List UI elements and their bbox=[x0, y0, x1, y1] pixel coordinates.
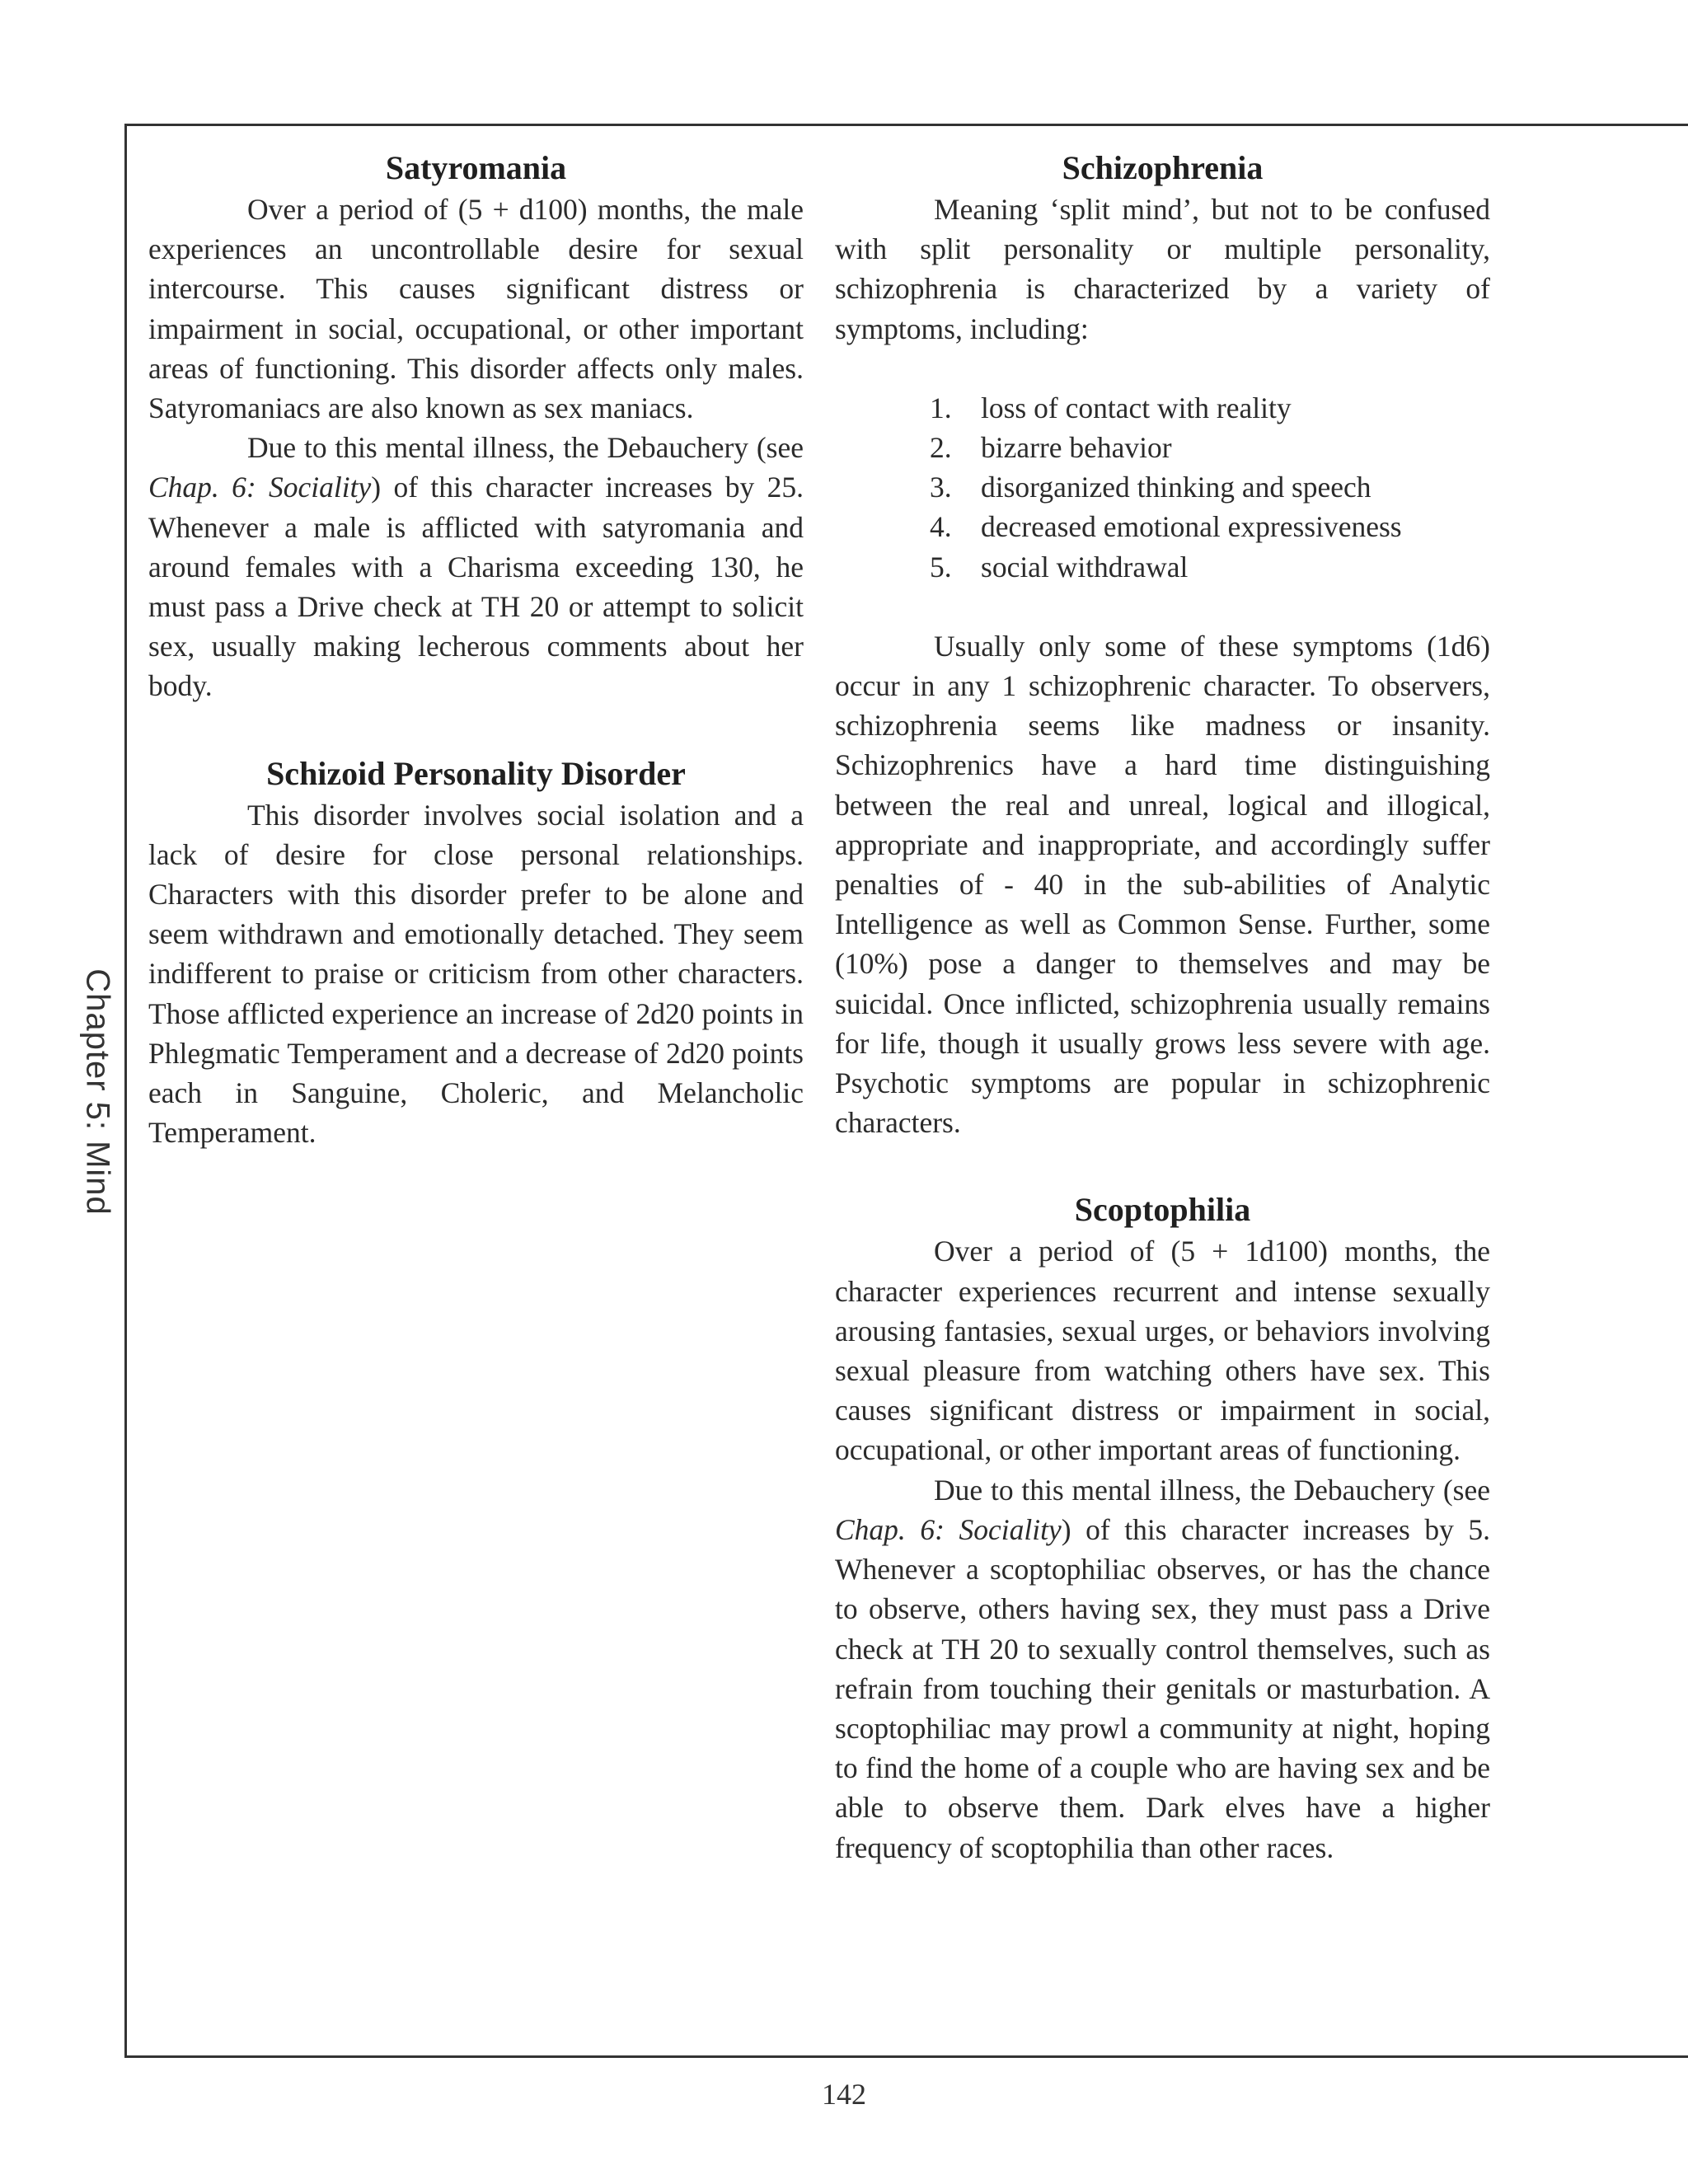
cross-reference: Chap. 6: Sociality bbox=[835, 1512, 1062, 1546]
list-number: 3. bbox=[930, 471, 952, 504]
list-text: loss of contact with reality bbox=[981, 391, 1292, 424]
paragraph: Over a period of (5 + d100) months, the male experiences an uncontrollable desire for sexual intercourse. This causes significant distress or impairment in social, occupational, or other important areas of functioning. This disorder affects only males. Satyromaniacs are also known as sex maniacs. bbox=[148, 193, 804, 425]
list-item bbox=[930, 388, 1490, 428]
list-number: 5. bbox=[930, 550, 952, 583]
section-schizophrenia bbox=[835, 147, 1490, 1142]
section-title-schizophrenia: Schizophrenia bbox=[1062, 149, 1264, 186]
section-title-schizoid: Schizoid Personality Disorder bbox=[266, 754, 686, 792]
paragraph: Over a period of (5 + 1d100) months, the character experiences recurrent and intense sexually arousing fantasies, sexual urges, or behaviors involving sexual pleasure from watching others have sex. This causes significant distress or impairment in social, occupational, or other important areas of functioning. bbox=[835, 1235, 1490, 1467]
left-column bbox=[148, 147, 804, 1152]
section-scoptophilia bbox=[835, 1188, 1490, 1867]
section-title-satyromania: Satyromania bbox=[385, 149, 567, 186]
paragraph-text: Due to this mental illness, the Debauchery (see bbox=[247, 431, 804, 465]
list-number: 2. bbox=[930, 431, 952, 465]
section-title-scoptophilia: Scoptophilia bbox=[1074, 1191, 1251, 1229]
list-item bbox=[930, 467, 1490, 507]
paragraph-text: ) of this character increases by 5. Whenever a scoptophiliac observes, or has the chance to observe, others having sex, they must pass a Drive check at TH 20 to sexually control themselves, such as refrain from touching their genitals or masturbation. A scoptophiliac may prowl a community at night, hoping to find the home of a couple who are having sex and be able to observe them. Dark elves have a higher frequency of scoptophilia than other races. bbox=[835, 1512, 1490, 1864]
list-number: 1. bbox=[930, 391, 952, 424]
section-satyromania bbox=[148, 147, 804, 706]
list-text: disorganized thinking and speech bbox=[981, 471, 1372, 504]
list-item bbox=[930, 547, 1490, 587]
list-number: 4. bbox=[930, 510, 952, 544]
list-text: decreased emotional expressiveness bbox=[981, 510, 1402, 544]
paragraph bbox=[148, 428, 804, 705]
paragraph: Usually only some of these symptoms (1d6) occur in any 1 schizophrenic character. To observers, schizophrenia seems like madness or insanity. Schizophrenics have a hard time distinguishing between the real and unreal, logical and illogical, appropriate and inappropriate, and accordingly suffer penalties of - 40 in the sub-abilities of Analytic Intelligence as well as Common Sense. Further, some (10%) pose a danger to themselves and may be suicidal. Once inflicted, schizophrenia usually remains for life, though it usually grows less severe with age. Psychotic symptoms are popular in schizophrenic characters. bbox=[835, 629, 1490, 1140]
paragraph-text: ) of this character increases by 25. Whenever a male is afflicted with satyromania and around females with a Charisma exceeding 130, he must pass a Drive check at TH 20 or attempt to solicit sex, usually making lecherous comments about her body. bbox=[148, 471, 804, 703]
paragraph: This disorder involves social isolation and a lack of desire for close personal relationships. Characters with this disorder prefer to be alone and seem withdrawn and emotionally detached. They seem indifferent to praise or criticism from other characters. Those afflicted experience an increase of 2d20 points in Phlegmatic Temperament and a decrease of 2d20 points each in Sanguine, Choleric, and Melancholic Temperament. bbox=[148, 798, 804, 1150]
list-item bbox=[930, 507, 1490, 546]
paragraph: Meaning ‘split mind’, but not to be confused with split personality or multiple personality, schizophrenia is characterized by a variety of symptoms, including: bbox=[835, 193, 1490, 345]
list-item bbox=[930, 428, 1490, 467]
right-column bbox=[835, 147, 1490, 1868]
list-text: bizarre behavior bbox=[981, 431, 1172, 465]
symptom-list bbox=[835, 388, 1490, 587]
paragraph-text: Due to this mental illness, the Debauchery (see bbox=[934, 1473, 1490, 1507]
paragraph bbox=[835, 1470, 1490, 1868]
cross-reference: Chap. 6: Sociality bbox=[148, 471, 372, 504]
page-number: 142 bbox=[822, 2078, 866, 2111]
section-schizoid-personality-disorder bbox=[148, 752, 804, 1153]
list-text: social withdrawal bbox=[981, 550, 1189, 583]
chapter-side-label: Chapter 5: Mind bbox=[79, 968, 116, 1216]
